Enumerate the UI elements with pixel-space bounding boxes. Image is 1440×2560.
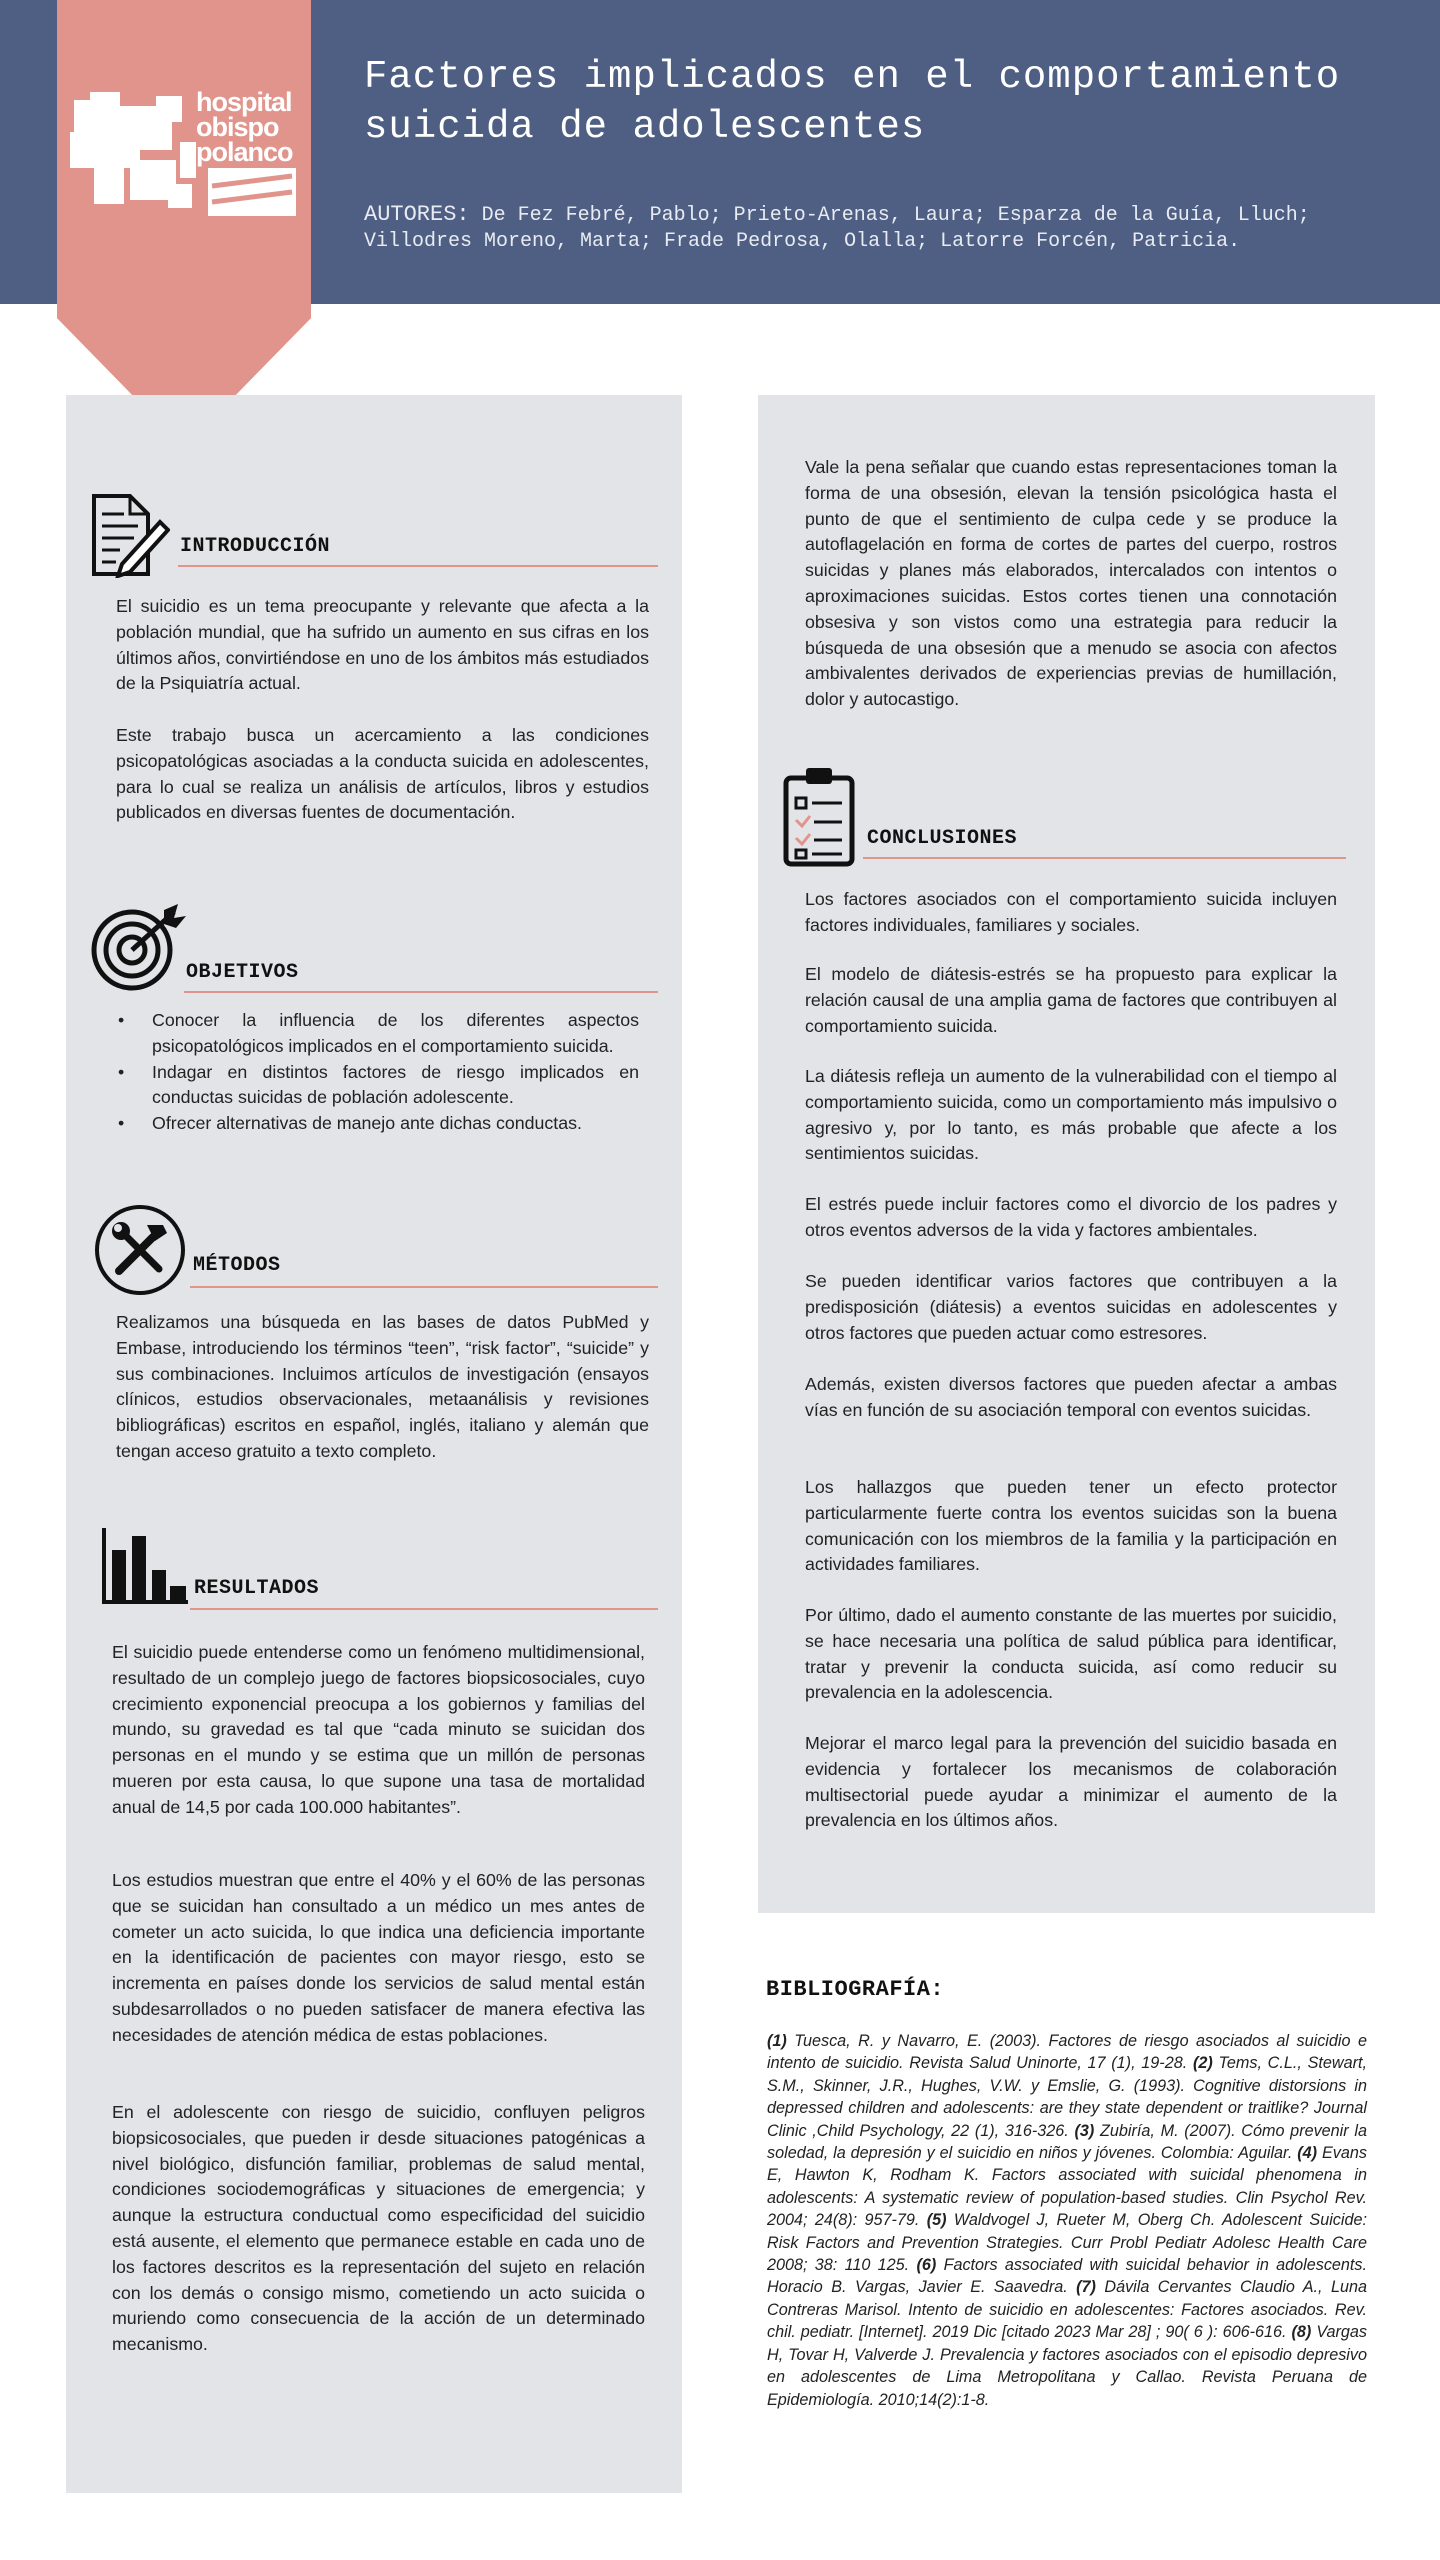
section-rule bbox=[863, 857, 1346, 859]
document-pencil-icon bbox=[90, 492, 170, 583]
logo-ribbon bbox=[57, 0, 311, 448]
ref-number: (2) bbox=[1192, 2054, 1213, 2073]
poster-title: Factores implicados en el comportamiento suicida de adolescentes bbox=[364, 55, 1341, 149]
section-title-conclusiones: CONCLUSIONES bbox=[867, 827, 1018, 850]
ref-text: Waldvogel J, Rueter M, Oberg Ch. Adolescent Suicide: Risk Factors and Prevention Strategies. Curr Probl Pediatr Adolesc Health Care 2008; 38: 110 125. bbox=[767, 2211, 1367, 2275]
resultados-paragraph-1: El suicidio puede entenderse como un fenómeno multidimensional, resultado de un complejo juego de factores biopsicosociales, cuyo crecimiento exponencial preocupa a los gobiernos y familias del mundo, su gravedad es tal que “cada minuto se suicidan dos personas en el mundo y se estima que un millón de personas mueren por esta causa, lo que supone una tasa de mortalidad anual de 14,5 por cada 100.000 habitantes”. bbox=[112, 1642, 645, 1817]
logo-text: hospital obispo polanco bbox=[196, 87, 293, 167]
conclusiones-paragraph-4: El estrés puede incluir factores como el divorcio de los padres y otros eventos adversos de la vida y factores ambientales. bbox=[805, 1194, 1337, 1240]
ref-number: (6) bbox=[916, 2256, 937, 2275]
ref-text: Factors associated with suicidal behavior in adolescents. Horacio B. Vargas, Javier E. Saavedra. bbox=[767, 2256, 1368, 2297]
ref-number: (1) bbox=[767, 2032, 787, 2050]
objetivos-list bbox=[116, 1008, 639, 1137]
bibliography-title: BIBLIOGRAFÍA: bbox=[766, 1977, 945, 2002]
conclusiones-paragraph-5: Se pueden identificar varios factores que contribuyen a la predisposición (diátesis) a eventos suicidas en adolescentes y otros factores que pueden actuar como estresores. bbox=[805, 1271, 1337, 1343]
conclusiones-paragraph-2: El modelo de diátesis-estrés se ha propuesto para explicar la relación causal de una amplia gama de factores que contribuyen al comportamiento suicida. bbox=[805, 964, 1337, 1036]
ref-text: Evans E, Hawton K, Rodham K. Factors associated with suicidal phenomena in adolescents: A systematic review of population-based studies. Clin Psychol Rev. 2004; 24(8): 957-79. bbox=[767, 2144, 1367, 2230]
metodos-paragraph-1: Realizamos una búsqueda en las bases de datos PubMed y Embase, introduciendo los términos “teen”, “risk factor”, “suicide” y sus combinaciones. Incluimos artículos de investigación (ensayos clínicos, estudios observacionales, metaanálisis y revisiones bibliográficas) escritos en español, inglés, italiano y alemán que tengan acceso gratuito a texto completo. bbox=[116, 1312, 649, 1461]
section-title-introduccion: INTRODUCCIÓN bbox=[180, 535, 331, 558]
section-title-resultados: RESULTADOS bbox=[194, 1577, 320, 1600]
authors bbox=[364, 202, 1384, 255]
conclusiones-paragraph-3: La diátesis refleja un aumento de la vulnerabilidad con el tiempo al comportamiento suicida, como un comportamiento más impulsivo o agresivo y, por lo tanto, es más probable que afecte a los sentimientos suicidas. bbox=[805, 1066, 1337, 1164]
authors-list: De Fez Febré, Pablo; Prieto-Arenas, Laura; Esparza de la Guía, Lluch; Villodres Moreno, Marta; Frade Pedrosa, Olalla; Latorre Forcén, Patricia. bbox=[364, 204, 1310, 253]
conclusiones-paragraph-6: Además, existen diversos factores que pueden afectar a ambas vías en función de su asociación temporal con eventos suicidas. bbox=[805, 1374, 1337, 1420]
bibliography-list bbox=[767, 2030, 1367, 2411]
section-rule bbox=[184, 991, 658, 993]
list-item: • Ofrecer alternativas de manejo ante dichas conductas. bbox=[116, 1111, 639, 1137]
resultados-paragraph-2: Los estudios muestran que entre el 40% y el 60% de las personas que se suicidan han consultado a un médico un mes antes de cometer un acto suicida, lo que indica una deficiencia importante en la identificación de pacientes con mayor riesgo, esto se incrementa en países donde los servicios de salud mental están subdesarrollados o no pueden satisfacer de manera efectiva las necesidades de atención médica de estas poblaciones. bbox=[112, 1870, 645, 2045]
target-icon bbox=[90, 902, 188, 997]
ref-text: Zubiría, M. (2007). Cómo prevenir la soledad, la depresión y el suicidio en niños y jóvenes. Colombia: Aguilar. bbox=[767, 2121, 1367, 2163]
ref-text: Vargas H, Tovar H, Valverde J. Prevalencia y factores asociados con el episodio depresivo en adolescentes de Lima Metropolitana y Callao. Revista Peruana de Epidemiología. 2010;14(2):1-8. bbox=[767, 2323, 1368, 2409]
introduccion-paragraph-2: Este trabajo busca un acercamiento a las condiciones psicopatológicas asociadas a la conducta suicida en adolescentes, para lo cual se realiza un análisis de artículos, libros y estudios publicados en diversas fuentes de documentación. bbox=[116, 725, 649, 823]
resultados-paragraph-3: En el adolescente con riesgo de suicidio, confluyen peligros biopsicosociales, que pueden ir desde situaciones patogénicas a nivel biológico, disfunción familiar, problemas de salud mental, condiciones sociodemográficas y situaciones de emergencia; y aunque la estructura conductual como especificidad del suicidio está ausente, el elemento que permanece estable en cada uno de los factores descritos es la representación del sujeto en relación con los demás o consigo mismo, cometiendo un acto suicida o muriendo como consecuencia de la acción de un determinado mecanismo. bbox=[112, 2102, 645, 2355]
bar-chart-icon bbox=[100, 1528, 190, 1609]
tools-icon bbox=[93, 1203, 187, 1302]
resultados-paragraph-4: Vale la pena señalar que cuando estas representaciones toman la forma de una obsesión, elevan la tensión psicológica hasta el punto de que el sentimiento de culpa cede y se produce la autoflagelación en forma de cortes de partes del cuerpo, rostros suicidas y planes más elaborados, intercalados con intentos o aproximaciones suicidas. Estos cortes tienen una connotación obsesiva y son vistos como una estrategia para reducir la búsqueda de una obsesión que a menudo se asocia con afectos ambivalentes derivados de experiencias previas de humillación, dolor y autocastigo. bbox=[805, 457, 1337, 710]
ref-number: (3) bbox=[1074, 2121, 1095, 2140]
conclusiones-paragraph-7: Los hallazgos que pueden tener un efecto protector particularmente fuerte contra los eventos suicidas son la buena comunicación con los miembros de la familia y la participación en actividades familiares. bbox=[805, 1477, 1337, 1575]
ref-text: Dávila Cervantes Claudio A., Luna Contreras Marisol. Intento de suicidio en adolescentes: Factores asociados. Rev. chil. pediatr. [Internet]. 2019 Dic [citado 2023 Mar 28] ; 90( 6 ): 606-616. bbox=[767, 2278, 1367, 2342]
ref-number: (7) bbox=[1076, 2278, 1096, 2297]
section-title-metodos: MÉTODOS bbox=[193, 1254, 281, 1277]
list-item: • Conocer la influencia de los diferentes aspectos psicopatológicos implicados en el comportamiento suicida. bbox=[116, 1008, 639, 1060]
section-rule bbox=[190, 1286, 658, 1288]
list-item: • Indagar en distintos factores de riesgo implicados en conductas suicidas de población adolescente. bbox=[116, 1060, 639, 1112]
authors-label: AUTORES: bbox=[364, 202, 470, 227]
introduccion-paragraph-1: El suicidio es un tema preocupante y relevante que afecta a la población mundial, que ha sufrido un aumento en sus cifras en los últimos años, convirtiéndose en uno de los ámbitos más estudiados de la Psiquiatría actual. bbox=[116, 596, 649, 694]
ref-text: Tuesca, R. y Navarro, E. (2003). Factores de riesgo asociados al suicidio e intento de suicidio. Revista Salud Uninorte, 17 (1), 19-28. bbox=[767, 2032, 1367, 2073]
conclusiones-paragraph-8: Por último, dado el aumento constante de las muertes por suicidio, se hace necesaria una política de salud pública para identificar, tratar y prevenir la conducta suicida, así como reducir su prevalencia en la adolescencia. bbox=[805, 1605, 1337, 1703]
section-rule bbox=[190, 1608, 658, 1610]
clipboard-checklist-icon bbox=[782, 766, 858, 873]
ref-number: (5) bbox=[926, 2211, 947, 2230]
ref-number: (4) bbox=[1297, 2144, 1318, 2163]
ref-number: (8) bbox=[1291, 2323, 1312, 2342]
section-title-objetivos: OBJETIVOS bbox=[186, 961, 299, 984]
ref-text: Tems, C.L., Stewart, S.M., Skinner, J.R., Hughes, V.W. y Emslie, G. (1993). Cognitive distorsions in depressed children and adolescents: are they state dependent or traitlike? Journal Clinic ,Child Psychology, 22 (1), 316-326. bbox=[767, 2054, 1367, 2140]
conclusiones-paragraph-9: Mejorar el marco legal para la prevención del suicidio basada en evidencia y fortalecer los mecanismos de colaboración multisectorial puede ayudar a minimizar el aumento de la prevalencia en los últimos años. bbox=[805, 1733, 1337, 1831]
section-rule bbox=[178, 565, 658, 567]
conclusiones-paragraph-1: Los factores asociados con el comportamiento suicida incluyen factores individuales, familiares y sociales. bbox=[805, 889, 1337, 935]
